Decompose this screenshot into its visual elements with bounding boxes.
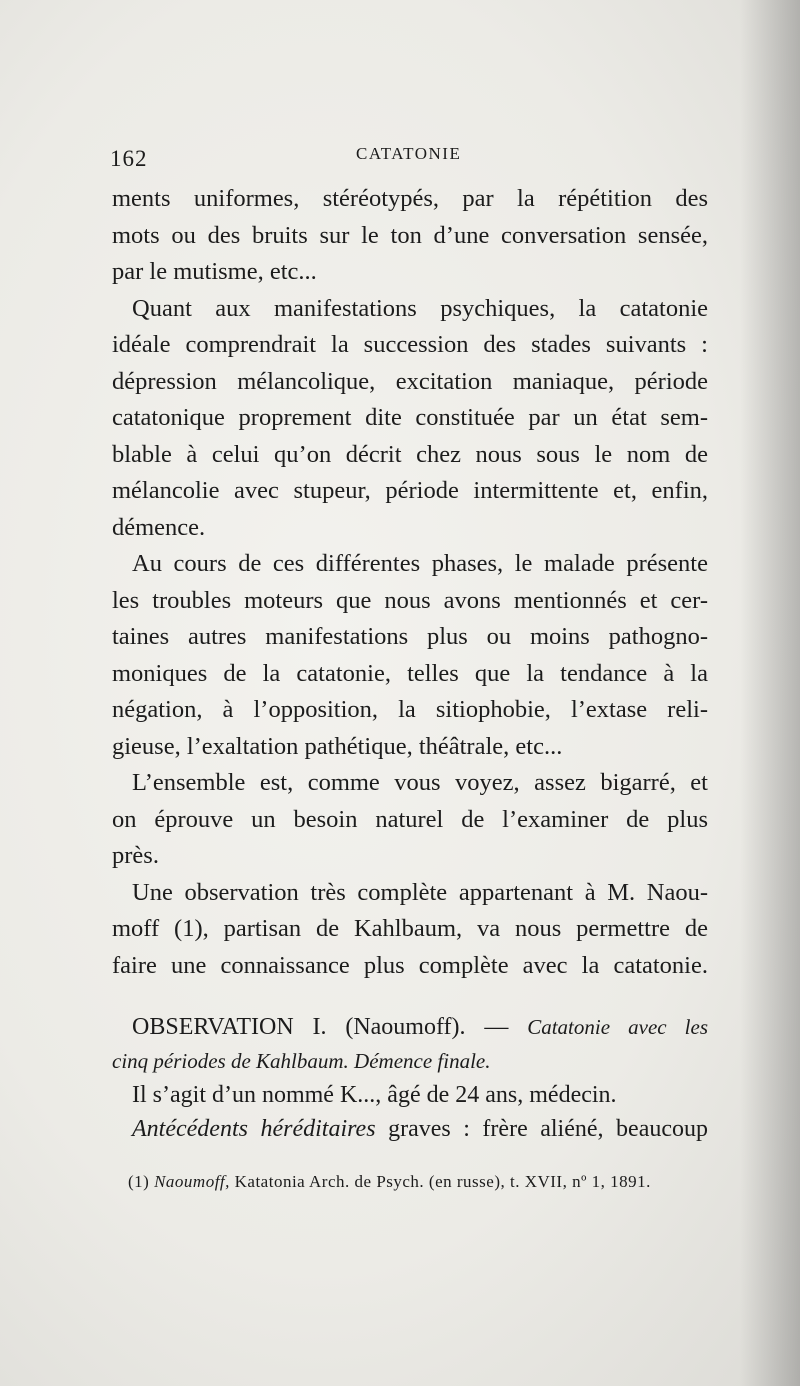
text-line: près. <box>112 842 159 869</box>
text-line: mots ou des bruits sur le ton d’une conversation sensée, <box>112 221 708 249</box>
text-line: moff (1), partisan de Kahlbaum, va nous permettre de <box>112 915 708 942</box>
main-text <box>112 181 708 984</box>
observation-heading-roman: OBSERVATION I. (Naoumoff). — <box>132 1014 509 1040</box>
observation-line-italic: Antécédents héréditaires <box>132 1116 376 1142</box>
observation-line <box>112 1112 708 1146</box>
page-edge-shadow <box>740 0 800 1386</box>
text-line: Quant aux manifestations psychiques, la catatonie <box>132 294 708 322</box>
text-line: ments uniformes, stéréotypés, par la répétition des <box>112 185 708 212</box>
footnote <box>128 1172 708 1192</box>
text-line: taines autres manifestations plus ou moins pathogno- <box>112 623 708 650</box>
text-line: Au cours de ces différentes phases, le malade présente <box>132 550 708 577</box>
text-line: démence. <box>112 513 206 541</box>
footnote-marker: (1) <box>128 1172 150 1191</box>
observation-heading-italic-2: cinq périodes de Kahlbaum. Démence finale. <box>112 1049 491 1073</box>
text-line: on éprouve un besoin naturel de l’examiner de plus <box>112 805 708 833</box>
text-line: négation, à l’opposition, la sitiophobie, l’extase reli- <box>112 696 708 723</box>
text-line: par le mutisme, etc... <box>112 258 317 285</box>
observation-line-rest: graves : frère aliéné, beaucoup <box>388 1116 709 1142</box>
text-line: Une observation très complète appartenant à M. Naou- <box>132 878 708 906</box>
page-header <box>110 140 710 180</box>
text-line: idéale comprendrait la succession des stades suivants : <box>112 331 708 358</box>
observation-heading <box>112 1010 708 1044</box>
footnote-author: Naoumoff, <box>154 1172 230 1191</box>
text-line: L’ensemble est, comme vous voyez, assez bigarré, et <box>132 769 708 796</box>
running-head: CATATONIE <box>356 144 462 163</box>
text-line: gieuse, l’exaltation pathétique, théâtrale, etc... <box>112 732 563 760</box>
footnote-text: Katatonia Arch. de Psych. (en russe), t. XVII, nº 1, 1891. <box>234 1172 651 1191</box>
text-line: mélancolie avec stupeur, période intermittente et, enfin, <box>112 477 708 504</box>
observation-block <box>112 1010 708 1146</box>
text-line: faire une connaissance plus complète avec la catatonie. <box>112 951 708 979</box>
observation-heading-italic: Catatonie avec les <box>527 1015 709 1039</box>
text-line: catatonique proprement dite constituée par un état sem- <box>112 404 708 431</box>
text-line: blable à celui qu’on décrit chez nous sous le nom de <box>112 440 708 468</box>
page-number: 162 <box>110 146 148 171</box>
text-line: les troubles moteurs que nous avons mentionnés et cer- <box>112 586 708 614</box>
observation-heading-cont <box>112 1044 708 1078</box>
text-line: moniques de la catatonie, telles que la tendance à la <box>112 659 708 687</box>
observation-line: Il s’agit d’un nommé K..., âgé de 24 ans, médecin. <box>132 1082 617 1108</box>
text-line: dépression mélancolique, excitation maniaque, période <box>112 367 708 395</box>
